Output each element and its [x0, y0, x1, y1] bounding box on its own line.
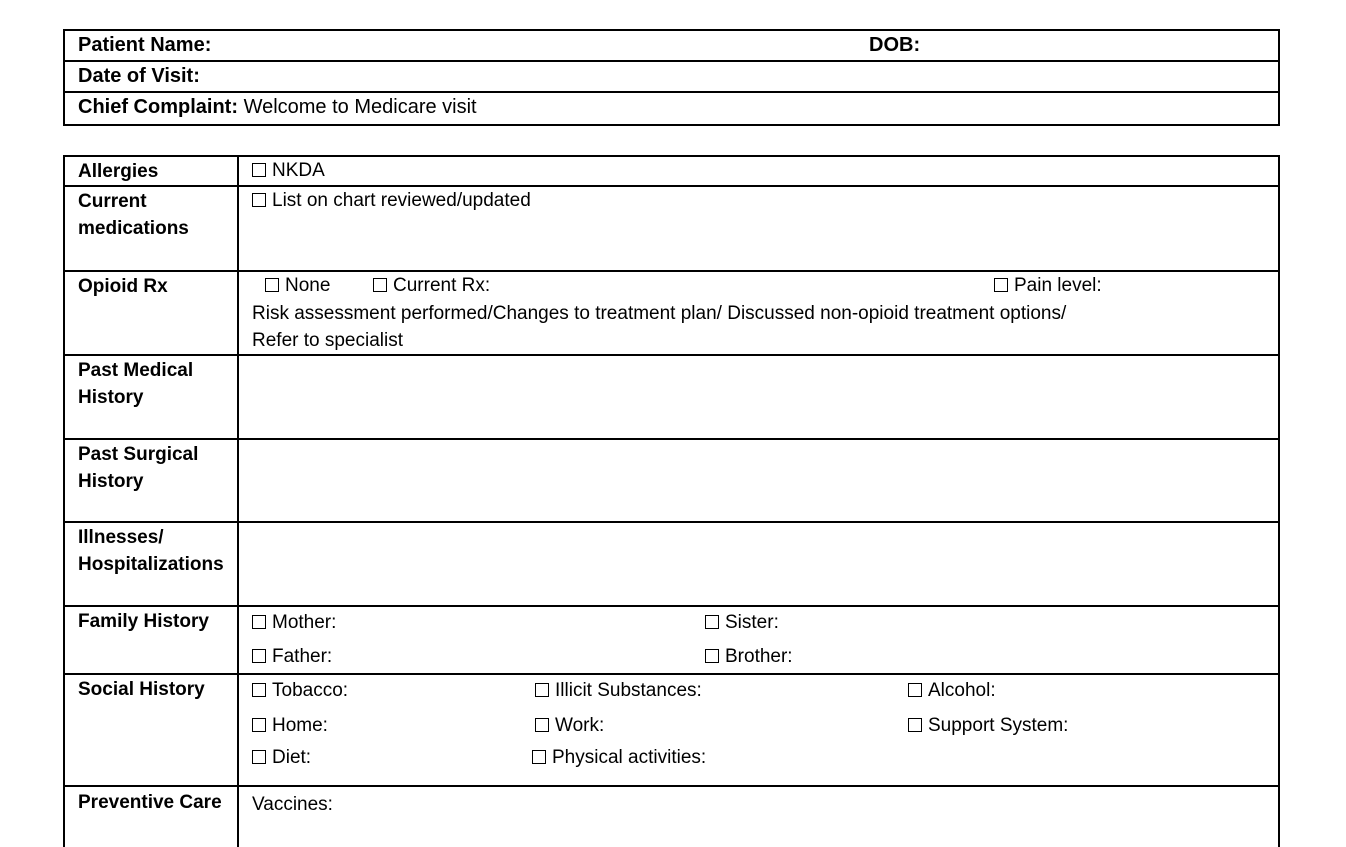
allergies-row: [65, 157, 1278, 187]
current-medications-label: [65, 187, 239, 270]
current-medications-label-line2: medications: [78, 218, 189, 239]
opioid-rx-row: [65, 272, 1278, 356]
pain-level-label: Pain level:: [1014, 275, 1102, 296]
preventive-care-row: [65, 787, 1278, 847]
opioid-refer-text: Refer to specialist: [252, 330, 404, 351]
chief-complaint-row: [65, 93, 1278, 124]
illnesses-row: [65, 523, 1278, 607]
allergies-label: Allergies: [65, 157, 239, 185]
nkda-checkbox[interactable]: [252, 163, 266, 177]
current-medications-row: [65, 187, 1278, 272]
father-label: Father:: [272, 646, 333, 667]
past-medical-history-label: [65, 356, 239, 438]
current-rx-label: Current Rx:: [393, 275, 491, 296]
allergies-value: [239, 157, 1278, 185]
opioid-rx-value: [239, 272, 1278, 354]
date-of-visit-label: Date of Visit:: [78, 65, 200, 87]
sister-label: Sister:: [725, 612, 779, 633]
diet-checkbox[interactable]: [252, 750, 266, 764]
preventive-care-label: Preventive Care: [65, 787, 239, 847]
dob-label: DOB:: [869, 34, 921, 56]
patient-name-label: Patient Name:: [78, 34, 212, 56]
pain-level-checkbox[interactable]: [994, 278, 1008, 292]
past-surgical-history-row: [65, 440, 1278, 523]
physical-activities-label: Physical activities:: [552, 747, 707, 768]
tobacco-label: Tobacco:: [272, 680, 349, 701]
past-surgical-history-field[interactable]: [239, 440, 1278, 521]
illicit-substances-label: Illicit Substances:: [555, 680, 702, 701]
father-checkbox[interactable]: [252, 649, 266, 663]
social-history-label: Social History: [65, 675, 239, 785]
diet-label: Diet:: [272, 747, 312, 768]
list-reviewed-checkbox[interactable]: [252, 193, 266, 207]
illnesses-label-line2: Hospitalizations: [78, 554, 224, 575]
home-checkbox[interactable]: [252, 718, 266, 732]
vaccines-label: Vaccines:: [252, 794, 333, 815]
patient-header-table: [63, 29, 1280, 126]
illicit-substances-checkbox[interactable]: [535, 683, 549, 697]
work-checkbox[interactable]: [535, 718, 549, 732]
current-rx-checkbox[interactable]: [373, 278, 387, 292]
date-of-visit-row: [65, 62, 1278, 93]
past-surgical-history-label: [65, 440, 239, 521]
brother-label: Brother:: [725, 646, 793, 667]
family-history-label: Family History: [65, 607, 239, 673]
tobacco-checkbox[interactable]: [252, 683, 266, 697]
home-label: Home:: [272, 715, 328, 736]
none-checkbox[interactable]: [265, 278, 279, 292]
physical-activities-checkbox[interactable]: [532, 750, 546, 764]
alcohol-checkbox[interactable]: [908, 683, 922, 697]
support-system-label: Support System:: [928, 715, 1069, 736]
family-history-row: [65, 607, 1278, 675]
past-surgical-history-label-line1: Past Surgical: [78, 444, 199, 465]
chief-complaint-value: Welcome to Medicare visit: [243, 96, 477, 118]
nkda-label: NKDA: [272, 160, 325, 181]
mother-label: Mother:: [272, 612, 337, 633]
alcohol-label: Alcohol:: [928, 680, 996, 701]
past-surgical-history-label-line2: History: [78, 471, 144, 492]
list-reviewed-label: List on chart reviewed/updated: [272, 190, 531, 211]
none-label: None: [285, 275, 331, 296]
past-medical-history-field[interactable]: [239, 356, 1278, 438]
sister-checkbox[interactable]: [705, 615, 719, 629]
brother-checkbox[interactable]: [705, 649, 719, 663]
past-medical-history-row: [65, 356, 1278, 440]
mother-checkbox[interactable]: [252, 615, 266, 629]
illnesses-label-line1: Illnesses/: [78, 527, 164, 548]
family-history-value: [239, 607, 1278, 673]
opioid-rx-label: Opioid Rx: [65, 272, 239, 354]
illnesses-field[interactable]: [239, 523, 1278, 605]
illnesses-label: [65, 523, 239, 605]
patient-name-row: [65, 31, 1278, 62]
past-medical-history-label-line2: History: [78, 387, 144, 408]
support-system-checkbox[interactable]: [908, 718, 922, 732]
social-history-row: [65, 675, 1278, 787]
preventive-care-value: [239, 787, 1278, 847]
work-label: Work:: [555, 715, 605, 736]
past-medical-history-label-line1: Past Medical: [78, 360, 194, 381]
current-medications-label-line1: Current: [78, 191, 147, 212]
social-history-value: [239, 675, 1278, 785]
current-medications-value: [239, 187, 1278, 270]
opioid-risk-text: Risk assessment performed/Changes to treatment plan/ Discussed non-opioid treatment options/: [252, 303, 1067, 324]
chief-complaint-label: Chief Complaint:: [78, 96, 238, 118]
history-form-table: [63, 155, 1280, 847]
